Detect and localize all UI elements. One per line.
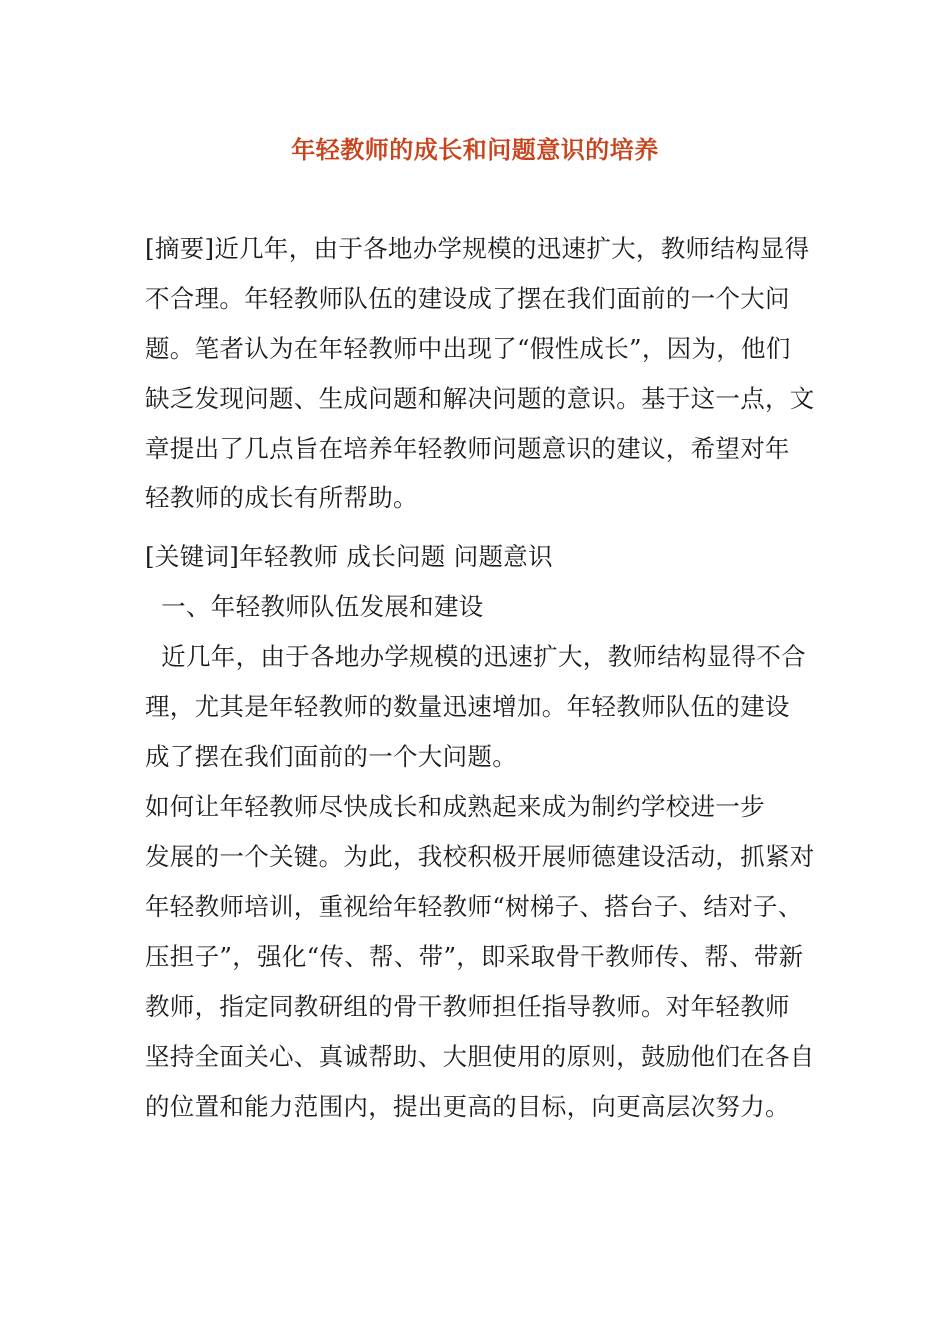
body-line-5: 发展的一个关键。为此，我校积极开展师德建设活动，抓紧对 <box>145 842 815 871</box>
body-line-7: 压担子”，强化“传、帮、带”，即采取骨干教师传、帮、带新 <box>145 942 804 971</box>
body-line-2: 理，尤其是年轻教师的数量迅速增加。年轻教师队伍的建设 <box>145 692 790 721</box>
document-title: 年轻教师的成长和问题意识的培养 <box>291 135 659 164</box>
section-heading: 一、年轻教师队伍发展和建设 <box>145 592 484 621</box>
abstract-line-4: 缺乏发现问题、生成问题和解决问题的意识。基于这一点，文 <box>145 384 815 413</box>
abstract-line-3: 题。笔者认为在年轻教师中出现了“假性成长”，因为，他们 <box>145 334 791 363</box>
body-line-3: 成了摆在我们面前的一个大问题。 <box>145 742 517 771</box>
body-line-8: 教师，指定同教研组的骨干教师担任指导教师。对年轻教师 <box>145 992 790 1021</box>
body-line-9: 坚持全面关心、真诚帮助、大胆使用的原则，鼓励他们在各自 <box>145 1042 815 1071</box>
abstract-line-6: 轻教师的成长有所帮助。 <box>145 483 418 512</box>
abstract-line-2: 不合理。年轻教师队伍的建设成了摆在我们面前的一个大问 <box>145 284 790 313</box>
body-line-4: 如何让年轻教师尽快成长和成熟起来成为制约学校进一步 <box>145 792 765 821</box>
body-line-1: 近几年，由于各地办学规模的迅速扩大，教师结构显得不合 <box>145 642 806 671</box>
abstract-line-5: 章提出了几点旨在培养年轻教师问题意识的建议，希望对年 <box>145 434 790 463</box>
keywords-line: [关键词]年轻教师 成长问题 问题意识 <box>145 542 553 571</box>
abstract-line-1: [摘要]近几年，由于各地办学规模的迅速扩大，教师结构显得 <box>145 234 810 263</box>
body-line-6: 年轻教师培训，重视给年轻教师“树梯子、搭台子、结对子、 <box>145 892 803 921</box>
body-line-10: 的位置和能力范围内，提出更高的目标，向更高层次努力。 <box>145 1092 790 1121</box>
